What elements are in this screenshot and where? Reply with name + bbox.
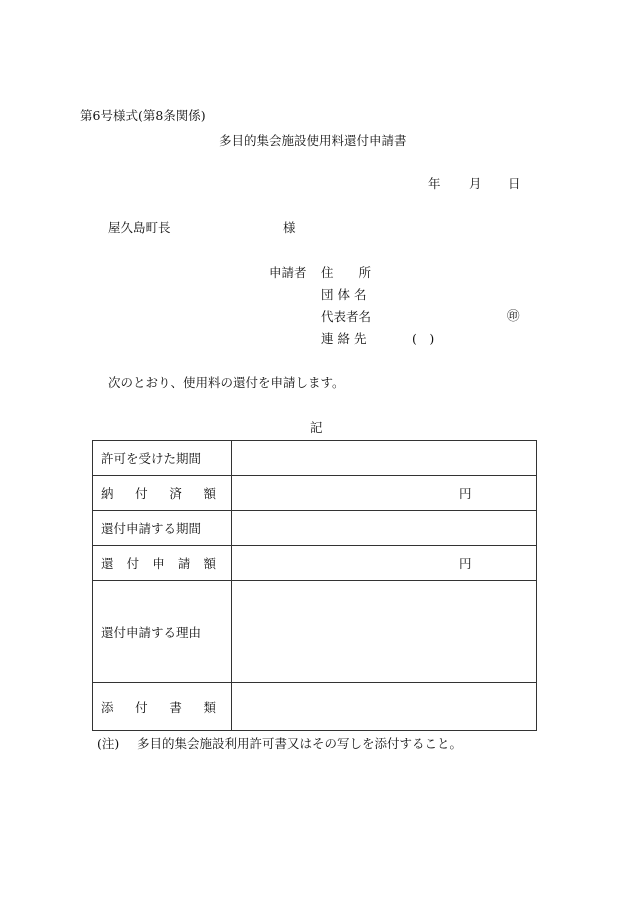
contact-parentheses: ( ) — [412, 331, 435, 346]
addressee-honorific: 様 — [283, 220, 296, 235]
refund-period-label: 還付申請する期間 — [93, 511, 232, 546]
table-row-refund-reason — [93, 581, 537, 683]
paid-amount-char: 納 — [101, 486, 114, 501]
attachments-char: 付 — [135, 699, 148, 715]
group-name-label: 団 体 名 — [321, 287, 367, 302]
table-row-paid-amount — [93, 476, 537, 511]
paid-amount-char: 付 — [135, 486, 148, 501]
refund-period-field[interactable] — [232, 511, 537, 546]
document-title: 多目的集会施設使用料還付申請書 — [219, 133, 407, 148]
addressee-name: 屋久島町長 — [108, 220, 171, 235]
address-label: 住 所 — [321, 265, 372, 280]
contact-label: 連 絡 先 — [321, 331, 367, 346]
note-text: 多目的集会施設利用許可書又はその写しを添付すること。 — [137, 736, 463, 751]
permit-period-label: 許可を受けた期間 — [93, 441, 232, 476]
attachments-char: 類 — [203, 699, 216, 715]
refund-amount-label — [93, 546, 232, 581]
intro-text: 次のとおり、使用料の還付を申請します。 — [108, 375, 345, 390]
paid-amount-label — [93, 476, 232, 511]
table-row-attachments — [93, 683, 537, 731]
ki-heading: 記 — [310, 420, 323, 435]
refund-amount-char: 還 — [101, 556, 114, 571]
refund-amount-char: 請 — [177, 556, 191, 571]
table-row-refund-amount — [93, 546, 537, 581]
refund-amount-char: 付 — [126, 556, 140, 571]
refund-amount-char: 申 — [152, 556, 165, 571]
refund-reason-label: 還付申請する理由 — [93, 581, 232, 683]
table-row-permit-period — [93, 441, 537, 476]
refund-reason-field[interactable] — [232, 581, 537, 683]
attachments-label — [93, 683, 232, 731]
paid-amount-char: 済 — [169, 486, 182, 501]
refund-amount-char: 額 — [203, 556, 216, 571]
attachments-char: 添 — [101, 699, 114, 715]
refund-amount-field[interactable] — [232, 546, 537, 581]
paid-amount-char: 額 — [203, 486, 216, 501]
date-month-label: 月 — [469, 176, 482, 191]
applicant-label: 申請者 — [269, 265, 307, 280]
yen-unit: 円 — [459, 556, 472, 571]
date-day-label: 日 — [508, 176, 521, 191]
attachments-field[interactable] — [232, 683, 537, 731]
yen-unit: 円 — [459, 486, 472, 501]
form-number: 第6号様式(第8条関係) — [80, 108, 206, 123]
date-year-label: 年 — [428, 176, 441, 191]
note-prefix: (注) — [97, 736, 120, 751]
representative-name-label: 代表者名 — [321, 309, 372, 324]
permit-period-field[interactable] — [232, 441, 537, 476]
table-row-refund-period — [93, 511, 537, 546]
attachments-char: 書 — [169, 699, 182, 715]
paid-amount-field[interactable] — [232, 476, 537, 511]
seal-icon: ㊞ — [507, 308, 520, 323]
application-table — [92, 440, 537, 731]
